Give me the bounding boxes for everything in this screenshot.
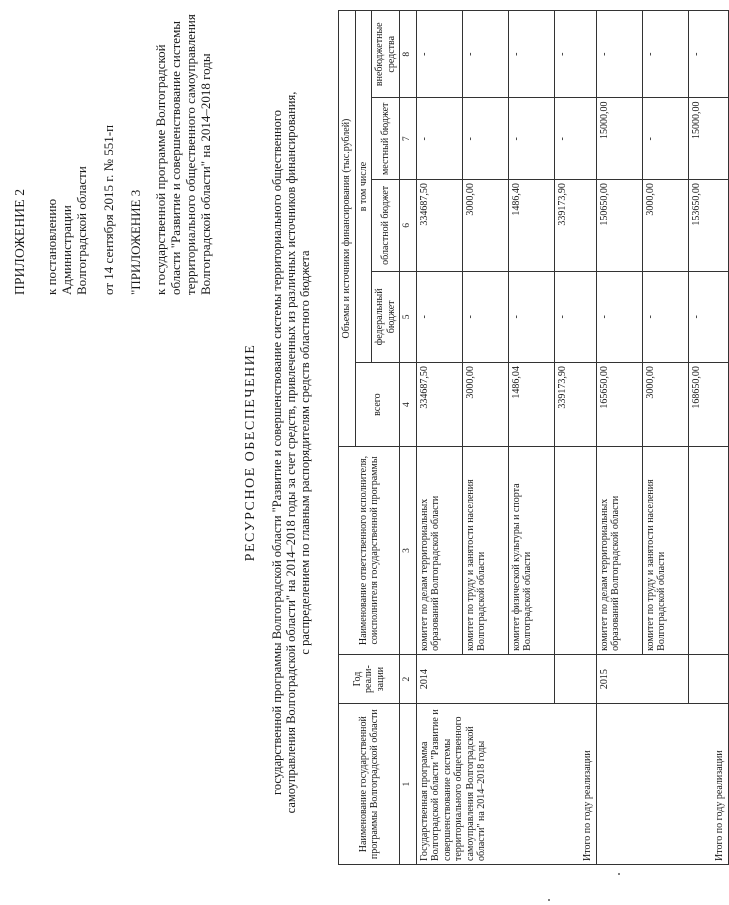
program-ref-line-3: территориального общественного самоуправления — [183, 14, 198, 295]
col-number: 3 — [400, 447, 417, 655]
empty-cell — [688, 447, 728, 655]
subtotal-regional: 339173,90 — [554, 180, 596, 271]
subtotal-federal: - — [554, 271, 596, 362]
header-federal: федеральный бюджет — [372, 271, 400, 362]
program-ref-line-2: области "Развитие и совершенствование системы — [168, 20, 183, 295]
header-executor: Наименование ответственного исполнителя, соисполнителя государственной программы — [339, 447, 400, 655]
header-regional: областной бюджет — [372, 180, 400, 271]
col-number: 7 — [400, 98, 417, 180]
total-cell: 3000,00 — [462, 363, 508, 447]
federal-cell: - — [462, 271, 508, 362]
regional-cell: 1486,40 — [508, 180, 554, 271]
executor-cell: комитет по делам территориальных образований Волгоградской области — [596, 447, 642, 655]
appendix-title: ПРИЛОЖЕНИЕ 2 — [12, 188, 27, 295]
local-cell: 15000,00 — [596, 98, 642, 180]
extra-cell: - — [508, 11, 554, 99]
subtotal-federal: - — [688, 271, 728, 362]
resolution-line-3: Волгоградской области — [74, 166, 89, 295]
document-subtitle — [270, 0, 312, 905]
resolution-line-2: Администрации — [59, 205, 74, 295]
column-numbers-row — [400, 11, 417, 865]
federal-cell: - — [642, 271, 688, 362]
table-row — [596, 11, 642, 865]
header-including: в том числе — [355, 11, 372, 363]
empty-cell — [596, 704, 688, 865]
executor-cell: комитет по труду и занятости населения Волгоградской области — [642, 447, 688, 655]
regional-cell: 3000,00 — [462, 180, 508, 271]
total-cell: 165650,00 — [596, 363, 642, 447]
old-appendix-title: "ПРИЛОЖЕНИЕ 3 — [128, 189, 143, 295]
local-cell: - — [642, 98, 688, 180]
total-cell: 3000,00 — [642, 363, 688, 447]
year-cell: 2015 — [596, 654, 688, 703]
executor-cell: комитет физической культуры и спорта Волгоградской области — [508, 447, 554, 655]
executor-cell: комитет по делам территориальных образований Волгоградской области — [416, 447, 462, 655]
resolution-line-1: к постановлению — [44, 198, 59, 295]
executor-cell: комитет по труду и занятости населения Волгоградской области — [462, 447, 508, 655]
subtotal-extra: - — [554, 11, 596, 99]
subtitle-line-2: самоуправления Волгоградской области" на 2014–2018 годы за счет средств, привлеченных из различных источников финансирования, — [284, 91, 298, 814]
federal-cell: - — [508, 271, 554, 362]
document-title: РЕСУРСНОЕ ОБЕСПЕЧЕНИЕ — [243, 343, 258, 562]
subtotal-regional: 153650,00 — [688, 180, 728, 271]
col-number: 4 — [400, 363, 417, 447]
subtotal-local: - — [554, 98, 596, 180]
empty-cell — [554, 447, 596, 655]
program-ref-line-1: к государственной программе Волгоградской — [153, 44, 168, 295]
local-cell: - — [416, 98, 462, 180]
local-cell: - — [508, 98, 554, 180]
subtotal-row — [688, 11, 728, 865]
header-year: Год реали-зации — [339, 654, 400, 703]
program-name-cell: Государственная программа Волгоградской области "Развитие и совершенствование системы территориального общественного самоуправления Волгоградской области" на 2014–2018 годы — [416, 704, 554, 865]
regional-cell: 150650,00 — [596, 180, 642, 271]
subtitle-line-3: с распределением по главным распорядителям средств областного бюджета — [298, 250, 312, 655]
regional-cell: 3000,00 — [642, 180, 688, 271]
federal-cell: - — [416, 271, 462, 362]
subtotal-label: Итого по году реализации — [554, 704, 596, 865]
scan-speck — [618, 873, 620, 875]
regional-cell: 334687,50 — [416, 180, 462, 271]
total-cell: 1486,04 — [508, 363, 554, 447]
empty-cell — [554, 654, 596, 703]
col-number: 6 — [400, 180, 417, 271]
col-number: 1 — [400, 704, 417, 865]
program-ref-line-4: Волгоградской области" на 2014–2018 годы — [198, 53, 213, 295]
resource-table — [338, 10, 729, 865]
header-local: местный бюджет — [372, 98, 400, 180]
scan-speck — [548, 899, 550, 901]
date-line: от 14 сентября 2015 г. № 551-п — [101, 124, 116, 295]
federal-cell: - — [596, 271, 642, 362]
subtotal-row — [554, 11, 596, 865]
subtotal-local: 15000,00 — [688, 98, 728, 180]
table-row — [416, 11, 462, 865]
header-extra: внебюджетные средства — [372, 11, 400, 99]
col-number: 5 — [400, 271, 417, 362]
year-cell: 2014 — [416, 654, 554, 703]
header-program-name: Наименование государственной программы Волгоградской области — [339, 704, 400, 865]
empty-cell — [688, 654, 728, 703]
subtotal-extra: - — [688, 11, 728, 99]
subtotal-total: 339173,90 — [554, 363, 596, 447]
col-number: 2 — [400, 654, 417, 703]
header-total: всего — [355, 363, 400, 447]
header-funding-group: Объемы и источники финансирования (тыс.рублей) — [339, 11, 356, 447]
total-cell: 334687,50 — [416, 363, 462, 447]
extra-cell: - — [462, 11, 508, 99]
local-cell: - — [462, 98, 508, 180]
extra-cell: - — [596, 11, 642, 99]
col-number: 8 — [400, 11, 417, 99]
subtitle-line-1: государственной программы Волгоградской области "Развитие и совершенствование системы территориального общественного — [270, 110, 284, 795]
extra-cell: - — [642, 11, 688, 99]
extra-cell: - — [416, 11, 462, 99]
subtotal-total: 168650,00 — [688, 363, 728, 447]
subtotal-label: Итого по году реализации — [688, 704, 728, 865]
